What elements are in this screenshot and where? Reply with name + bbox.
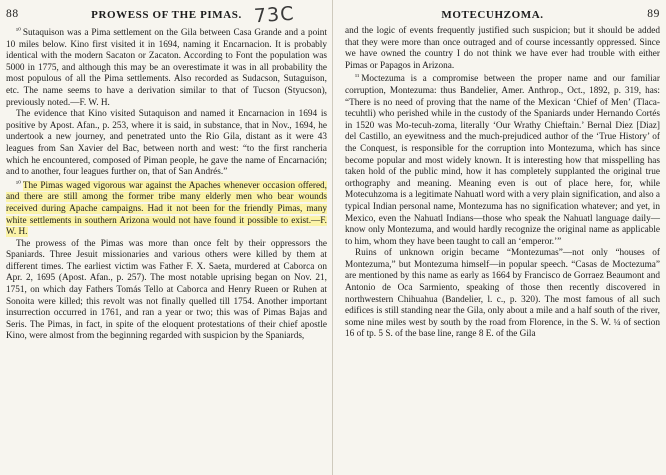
handwritten-annotation: 73C bbox=[253, 2, 296, 28]
left-page-number: 88 bbox=[6, 8, 19, 20]
paragraph-text: The evidence that Kino visited Sutaquison and named it Encarnacion in 1694 is positive by Apost. Afan., p. 253, where it is said, in substance, that in Nov., 1694, he undertook a new journey, and penetrated unto the Rio Gila, distant as it were 43 leagues from San Xavier del Bac, between north and west: “to the first rancheria which he encountered, composed of Piman people, he gave the name of Encarnación; and to another, four leagues further on, that of San Andrés.” bbox=[6, 109, 327, 178]
left-page-text bbox=[6, 26, 327, 343]
right-page-header bbox=[345, 6, 660, 26]
left-page-header bbox=[6, 2, 327, 28]
footnote-marker: ¹⁰ bbox=[16, 27, 21, 35]
footnote-paragraph bbox=[6, 179, 327, 239]
right-page-text bbox=[345, 26, 660, 341]
paragraph bbox=[345, 26, 660, 72]
paragraph bbox=[345, 248, 660, 341]
paragraph-text: Ruins of unknown origin became “Montezumas”—not only “houses of Montezuma,” but Montezuma himself—in popular speech. “Casas de Moctezuma” are mentioned by this name as early as 1664 by Francisco de Gorraez Beaumont and Antonio de Oca Sarmiento, speaking of those then recently discovered in northwestern Chihuahua (Bandelier, l. c., p. 320). The most famous of all such edifices is still standing near the Gila, only about a mile and a half south of the river, some nine miles west by south by the road from Florence, in the S. W. ¼ of section 16 of tp. 5 S. of the base line, range 8 E. of the Gila bbox=[345, 248, 660, 340]
paragraph bbox=[6, 239, 327, 343]
footnote-marker: ¹⁰ bbox=[16, 179, 21, 188]
paragraph bbox=[6, 109, 327, 179]
footnote-paragraph bbox=[345, 72, 660, 248]
left-running-head: PROWESS OF THE PIMAS. bbox=[91, 9, 242, 21]
highlighted-text: The Pimas waged vigorous war against the Apaches whenever occasion offered, and there are still among the former tribe many elderly men who bear wounds received during Apache campaigns. Had it not been for the friendly Pimas, many white settlements in southern Arizona would not have found it possible to exist.—F. W. H. bbox=[6, 180, 327, 238]
right-page-number: 89 bbox=[647, 8, 660, 20]
paragraph-text: Moctezuma is a compromise between the proper name and our familiar corruption, Montezuma: thus Bandelier, Amer. Anthrop., Oct., 1892, p. 319, has: “There is no need of proving that the name of the Mexican ‘Chief of Men’ (Tlaca-tecuhtli) who perished while in the custody of the Spaniards under Hernando Cortés in 1520 was Mo-tecuh-zoma, literally ‘Our Wrathy Chieftain.’ Bernal Diez [Diaz] del Castillo, an eyewitness and the much-prejudiced author of the ‘True History’ of the Conquest, is responsible for the corruption into Montezuma, which has since become popular and most widely known. It is interesting how that misspelling has taken hold of the public mind, how it has completely supplanted the original true orthography and meaning. Meaning even is out of place here, for, while Motecuhzoma is a legitimate Nahuatl word with a very plain signification, and also a typical Indian personal name, Montezuma has no signification whatever; and yet, in Mexico, even the Nahuatl Indians—those who speak the Nahuatl language daily—know only Montezuma, and would hardly recognize the original name as applicable to him, whom they have been taught to call an ‘emperor.’” bbox=[345, 74, 660, 247]
footnote-marker: ¹¹ bbox=[355, 73, 360, 82]
right-page bbox=[333, 0, 666, 475]
right-running-head: MOTECUHZOMA. bbox=[441, 9, 544, 21]
paragraph-text: The prowess of the Pimas was more than once felt by their oppressors the Spaniards. Three Jesuit missionaries and various others were killed by them at different times. The earliest victim was Father F. X. Saeta, murdered at Caborca on Apr. 2, 1695 (Apost. Afan., p. 257). The most notable uprising began on Nov. 21, 1751, on which day Fathers Tomás Tello at Caborca and Henry Rueen or Ruhen at Sonoita were killed; this revolt was not finally quelled till 1754. Another important insurrection occurred in 1761, and ran a year or two; this was of Pimas Bajas and Seris. The Pimas, in fact, in spite of the eloquent protestations of their chief apostle Kino, were almost from the beginning regarded with suspicion by the Spaniards, bbox=[6, 238, 327, 342]
footnote-paragraph bbox=[6, 26, 327, 109]
paragraph-text: and the logic of events frequently justified such suspicion; but it should be added that they were more than once outraged and of course incessantly oppressed. Since we have owned the country I do not think we have ever had trouble with either Pimas or Papagos in Arizona. bbox=[345, 26, 660, 71]
paragraph-text: Sutaquison was a Pima settlement on the Gila between Casa Grande and a point 10 miles below. Kino first visited it in 1694, naming it Encarnacion. It is probably identical with the modern Sacaton or Zacaton. According to Font the population was 5000 in 1775, and although this may be an overestimate it was in all probability the most populous of all the Pima settlements. Also recorded as Sudacson, Sutaguison, etc. The name seems to have a derivation similar to that of Tucson (Styucson), previously noted.—F. W. H. bbox=[6, 28, 327, 108]
